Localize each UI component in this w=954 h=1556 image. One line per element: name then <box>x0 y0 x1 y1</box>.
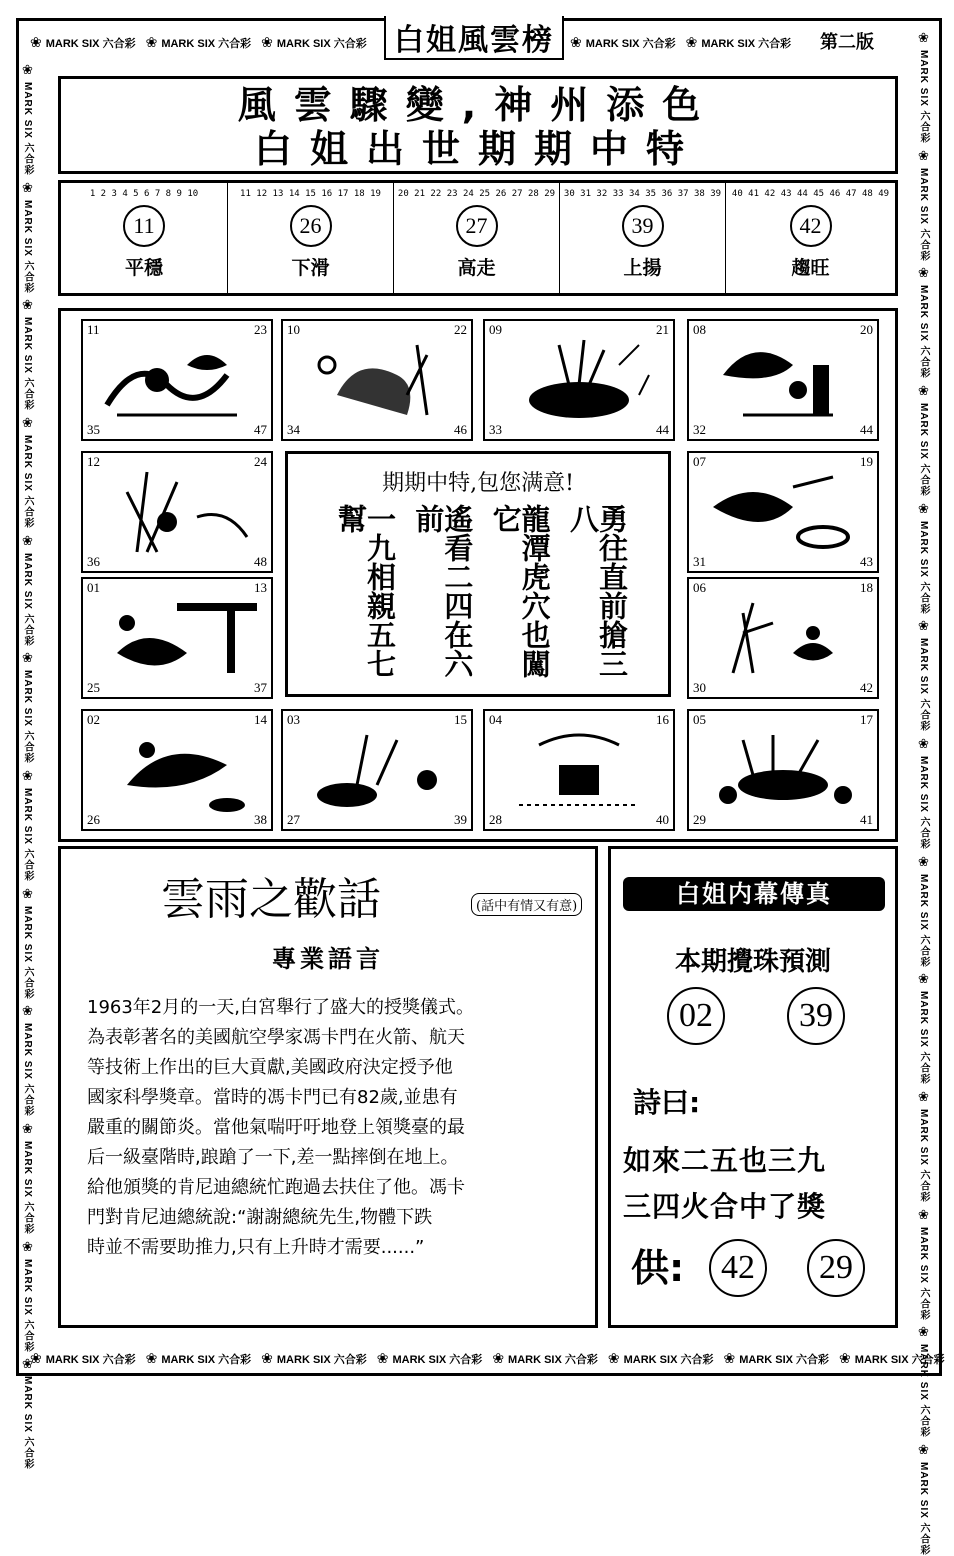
corner-number: 30 <box>693 680 706 695</box>
number-column <box>559 183 725 293</box>
flower-icon: ❀ <box>22 768 33 784</box>
story-line: 為表彰著名的美國航空學家馮卡門在火箭、航天 <box>87 1027 465 1048</box>
painting-card <box>483 319 675 441</box>
trend-label: 趨旺 <box>791 257 830 279</box>
painting-card <box>687 319 879 441</box>
watermark-left <box>20 62 35 1470</box>
flower-icon: ❀ <box>918 500 929 516</box>
painting-illustration <box>703 593 865 683</box>
corner-number: 27 <box>287 812 300 827</box>
painting-illustration <box>97 593 259 683</box>
flower-icon: ❀ <box>918 736 929 752</box>
watermark-text: MARK SIX 六合彩 <box>22 1141 33 1235</box>
corner-number: 12 <box>87 454 100 469</box>
number-circle: 42 <box>790 205 832 247</box>
corner-number: 07 <box>693 454 706 469</box>
painting-card <box>687 577 879 699</box>
flower-icon: ❀ <box>22 415 33 431</box>
tiny-numbers: 1 2 3 4 5 6 7 8 9 10 <box>89 189 199 199</box>
corner-number: 37 <box>254 680 267 695</box>
poem-columns <box>334 504 629 684</box>
pictures-panel <box>58 308 898 842</box>
number-column <box>227 183 393 293</box>
corner-number: 10 <box>287 322 300 337</box>
flower-icon: ❀ <box>918 30 929 45</box>
flower-icon: ❀ <box>918 1206 929 1222</box>
watermark-text: MARK SIX 六合彩 <box>22 552 33 647</box>
watermark-bottom <box>30 1350 945 1367</box>
poem-heading: 期期中特,包您满意! <box>382 471 574 496</box>
story-line: 嚴重的關節炎。當他氣喘吁吁地登上領獎臺的最 <box>87 1117 465 1138</box>
inside-info-banner: 白姐内幕傳真 <box>623 877 885 911</box>
watermark-text: MARK SIX 六合彩 <box>22 670 33 765</box>
flower-icon: ❀ <box>918 265 929 281</box>
corner-number: 43 <box>860 554 873 569</box>
flower-icon: ❀ <box>22 297 33 313</box>
flower-icon: ❀ <box>261 34 273 50</box>
watermark-text: MARK SIX 六合彩 <box>22 317 33 412</box>
flower-icon: ❀ <box>145 34 158 50</box>
watermark-text: MARK SIX 六合彩 <box>22 1376 33 1471</box>
flower-icon: ❀ <box>918 147 929 163</box>
painting-card <box>81 577 273 699</box>
flower-icon: ❀ <box>918 1324 929 1340</box>
flower-icon: ❀ <box>723 1350 736 1366</box>
flower-icon: ❀ <box>839 1350 851 1366</box>
corner-number: 11 <box>87 322 100 337</box>
story-line: 等技術上作出的巨大貢獻,美國政府決定授予他 <box>87 1057 453 1078</box>
headline-box <box>58 76 898 174</box>
painting-illustration <box>297 725 459 815</box>
number-column <box>393 183 559 293</box>
flower-icon: ❀ <box>607 1350 620 1366</box>
corner-number: 15 <box>454 712 467 727</box>
numbers-panel <box>58 180 898 296</box>
edition-label: 第二版 <box>820 32 874 53</box>
number-column <box>61 183 227 293</box>
corner-number: 36 <box>87 554 100 569</box>
corner-number: 06 <box>693 580 706 595</box>
poem-line: 勇往直前搶三八 <box>565 504 629 678</box>
painting-illustration <box>499 335 661 425</box>
flower-icon: ❀ <box>22 532 33 548</box>
watermark-text: MARK SIX 六合彩 <box>22 905 33 1000</box>
corner-number: 35 <box>87 422 100 437</box>
trend-label: 高走 <box>457 257 496 279</box>
headline-line-2: 白姐出世期期中特 <box>253 127 702 171</box>
flower-icon: ❀ <box>685 34 698 50</box>
watermark-top <box>30 34 367 51</box>
flower-icon: ❀ <box>376 1350 389 1366</box>
poem-box <box>285 451 671 697</box>
watermark-text: MARK SIX 六合彩 <box>739 1353 830 1366</box>
corner-number: 14 <box>254 712 267 727</box>
corner-number: 02 <box>87 712 100 727</box>
painting-illustration <box>97 467 259 557</box>
painting-illustration <box>703 335 865 425</box>
painting-illustration <box>297 335 459 425</box>
poem-line: 龍潭虎穴也闖它 <box>488 504 552 678</box>
flower-icon: ❀ <box>22 179 33 195</box>
tiny-numbers: 20 21 22 23 24 25 26 27 28 29 <box>397 189 556 199</box>
corner-number: 33 <box>489 422 502 437</box>
flower-icon: ❀ <box>22 885 33 901</box>
flower-icon: ❀ <box>22 1121 33 1137</box>
flower-icon: ❀ <box>261 1350 273 1366</box>
flower-icon: ❀ <box>570 34 582 50</box>
story-title: 雲雨之歡話 <box>161 874 381 925</box>
flower-icon: ❀ <box>492 1350 505 1366</box>
supply-label: 供: <box>631 1246 685 1290</box>
watermark-top-right <box>570 34 791 51</box>
number-circle: 26 <box>290 205 332 247</box>
flower-icon: ❀ <box>918 1089 929 1105</box>
watermark-right <box>916 30 931 1556</box>
story-line: 后一級臺階時,踉蹌了一下,差一點摔倒在地上。 <box>87 1147 459 1168</box>
watermark-text: MARK SIX 六合彩 <box>45 37 136 50</box>
supply-number: 29 <box>807 1239 865 1297</box>
watermark-text: MARK SIX 六合彩 <box>918 167 929 262</box>
corner-number: 25 <box>87 680 100 695</box>
watermark-text: MARK SIX 六合彩 <box>918 991 929 1086</box>
watermark-text: MARK SIX 六合彩 <box>276 37 367 50</box>
flower-icon: ❀ <box>918 383 929 399</box>
flower-icon: ❀ <box>918 618 929 634</box>
painting-illustration <box>703 467 865 557</box>
watermark-text: MARK SIX 六合彩 <box>918 1344 929 1439</box>
flower-icon: ❀ <box>30 34 42 50</box>
watermark-text: MARK SIX 六合彩 <box>918 50 929 144</box>
watermark-text: MARK SIX 六合彩 <box>276 1353 367 1366</box>
corner-number: 29 <box>693 812 706 827</box>
watermark-text: MARK SIX 六合彩 <box>22 435 33 529</box>
watermark-text: MARK SIX 六合彩 <box>918 638 929 733</box>
corner-number: 22 <box>454 322 467 337</box>
watermark-text: MARK SIX 六合彩 <box>22 82 33 176</box>
trend-label: 平穩 <box>124 257 163 279</box>
corner-number: 13 <box>254 580 267 595</box>
corner-number: 24 <box>254 454 267 469</box>
story-note: (話中有情又有意) <box>471 893 582 916</box>
watermark-text: MARK SIX 六合彩 <box>508 1353 598 1366</box>
watermark-text: MARK SIX 六合彩 <box>854 1353 945 1366</box>
corner-number: 42 <box>860 680 873 695</box>
watermark-text: MARK SIX 六合彩 <box>918 873 929 968</box>
corner-number: 38 <box>254 812 267 827</box>
prediction-box <box>608 846 898 1328</box>
corner-number: 23 <box>254 322 267 337</box>
watermark-text: MARK SIX 六合彩 <box>22 199 33 294</box>
number-column <box>725 183 895 293</box>
trend-label: 下滑 <box>291 257 330 279</box>
corner-number: 26 <box>87 812 100 827</box>
page-title: 白姐風雲榜 <box>384 16 564 60</box>
painting-card <box>687 709 879 831</box>
story-line: 時並不需要助推力,只有上升時才需要......” <box>87 1237 425 1258</box>
corner-number: 21 <box>656 322 669 337</box>
corner-number: 31 <box>693 554 706 569</box>
number-circle: 11 <box>123 205 165 247</box>
watermark-text: MARK SIX 六合彩 <box>918 1109 929 1203</box>
watermark-text: MARK SIX 六合彩 <box>585 37 676 50</box>
corner-number: 28 <box>489 812 502 827</box>
story-line: 門對肯尼迪總統說:“謝謝總統先生,物體下跌 <box>87 1207 433 1228</box>
tiny-numbers: 30 31 32 33 34 35 36 37 38 39 <box>563 189 722 199</box>
corner-number: 16 <box>656 712 669 727</box>
painting-illustration <box>97 335 259 425</box>
corner-number: 03 <box>287 712 300 727</box>
poem-label: 詩曰: <box>633 1086 701 1119</box>
corner-number: 44 <box>860 422 873 437</box>
watermark-text: MARK SIX 六合彩 <box>22 788 33 882</box>
painting-card <box>281 319 473 441</box>
number-circle: 39 <box>622 205 664 247</box>
story-line: 國家科學獎章。當時的馮卡門已有82歲,並患有 <box>87 1087 458 1108</box>
painting-card <box>687 451 879 573</box>
flower-icon: ❀ <box>22 62 33 77</box>
number-circle: 27 <box>456 205 498 247</box>
tiny-numbers: 11 12 13 14 15 16 17 18 19 <box>240 189 381 199</box>
watermark-text: MARK SIX 六合彩 <box>918 1462 929 1556</box>
painting-illustration <box>703 725 865 815</box>
poem-line: 遙看二四在六前 <box>411 504 475 678</box>
flower-icon: ❀ <box>918 1442 929 1458</box>
prediction-number: 39 <box>787 987 845 1045</box>
painting-illustration <box>97 725 259 815</box>
painting-card <box>81 319 273 441</box>
corner-number: 41 <box>860 812 873 827</box>
corner-number: 20 <box>860 322 873 337</box>
corner-number: 34 <box>287 422 300 437</box>
watermark-text: MARK SIX 六合彩 <box>161 37 252 50</box>
corner-number: 40 <box>656 812 669 827</box>
story-subtitle: 專業語言 <box>272 945 384 973</box>
watermark-text: MARK SIX 六合彩 <box>918 520 929 615</box>
painting-card <box>81 709 273 831</box>
story-line: 給他頒獎的肯尼迪總統忙跑過去扶住了他。馮卡 <box>87 1177 465 1198</box>
painting-card <box>483 709 675 831</box>
flower-icon: ❀ <box>22 1356 33 1372</box>
story-text <box>87 993 587 1263</box>
corner-number: 32 <box>693 422 706 437</box>
watermark-text: MARK SIX 六合彩 <box>623 1353 714 1366</box>
corner-number: 08 <box>693 322 706 337</box>
painting-illustration <box>499 725 661 815</box>
watermark-text: MARK SIX 六合彩 <box>22 1258 33 1353</box>
painting-card <box>281 709 473 831</box>
watermark-text: MARK SIX 六合彩 <box>918 756 929 850</box>
watermark-text: MARK SIX 六合彩 <box>45 1353 136 1366</box>
tiny-numbers: 40 41 42 43 44 45 46 47 48 49 <box>731 189 890 199</box>
flower-icon: ❀ <box>145 1350 158 1366</box>
corner-number: 48 <box>254 554 267 569</box>
headline-line-1: 風雲驟變,神州添色 <box>237 83 719 127</box>
watermark-text: MARK SIX 六合彩 <box>392 1353 483 1366</box>
painting-card <box>81 451 273 573</box>
watermark-text: MARK SIX 六合彩 <box>918 403 929 497</box>
flower-icon: ❀ <box>30 1350 42 1366</box>
corner-number: 39 <box>454 812 467 827</box>
prediction-number: 02 <box>667 987 725 1045</box>
watermark-text: MARK SIX 六合彩 <box>918 1226 929 1321</box>
corner-number: 19 <box>860 454 873 469</box>
prediction-title: 本期攪珠預測 <box>674 947 831 977</box>
poem-line: 一九相親五七幫 <box>334 504 397 678</box>
corner-number: 09 <box>489 322 502 337</box>
trend-label: 上揚 <box>623 257 662 279</box>
corner-number: 04 <box>489 712 502 727</box>
story-box <box>58 846 598 1328</box>
corner-number: 18 <box>860 580 873 595</box>
side-poem-line: 三四火合中了獎 <box>623 1190 827 1223</box>
supply-number: 42 <box>709 1239 767 1297</box>
corner-number: 44 <box>656 422 669 437</box>
flower-icon: ❀ <box>918 853 929 869</box>
flower-icon: ❀ <box>22 1238 33 1254</box>
flower-icon: ❀ <box>22 1003 33 1019</box>
corner-number: 05 <box>693 712 706 727</box>
watermark-text: MARK SIX 六合彩 <box>22 1023 33 1118</box>
side-poem-line: 如來二五也三九 <box>623 1144 827 1177</box>
corner-number: 47 <box>254 422 267 437</box>
corner-number: 46 <box>454 422 467 437</box>
watermark-text: MARK SIX 六合彩 <box>918 285 929 380</box>
watermark-text: MARK SIX 六合彩 <box>161 1353 252 1366</box>
watermark-text: MARK SIX 六合彩 <box>701 37 792 50</box>
story-line: 1963年2月的一天,白宮舉行了盛大的授獎儀式。 <box>87 997 474 1018</box>
flower-icon: ❀ <box>22 650 33 666</box>
corner-number: 01 <box>87 580 100 595</box>
flower-icon: ❀ <box>918 971 929 987</box>
corner-number: 17 <box>860 712 873 727</box>
